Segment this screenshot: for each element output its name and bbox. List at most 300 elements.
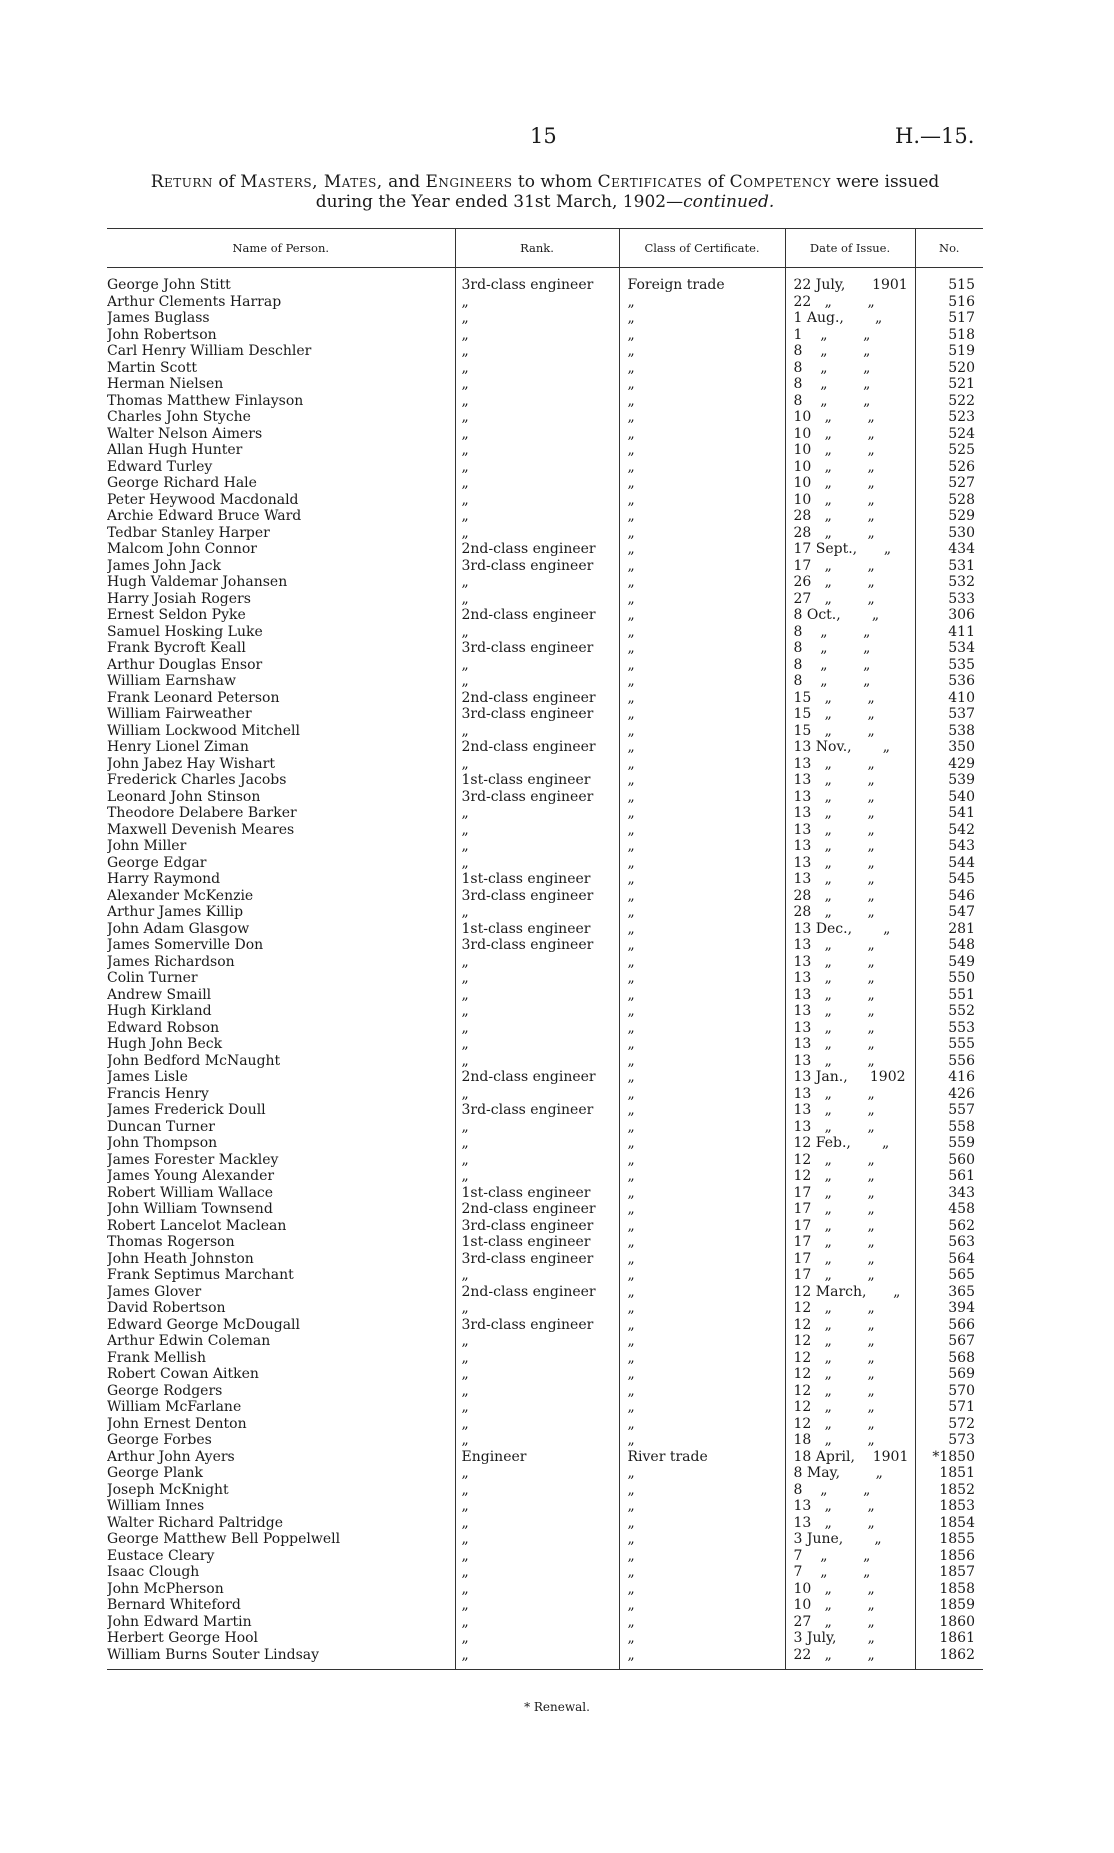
certificate-number-cell: 1855 xyxy=(915,1531,983,1548)
certificate-class-cell: „ xyxy=(619,822,785,839)
person-name-cell: Alexander McKenzie xyxy=(107,887,254,904)
certificate-number-cell: 547 xyxy=(915,904,983,921)
date-of-issue-cell: 13 „ „ xyxy=(785,970,915,987)
table-row xyxy=(107,1317,983,1334)
rank-cell: „ xyxy=(455,1267,619,1284)
certificate-class-cell: „ xyxy=(619,1300,785,1317)
date-of-issue-cell: 8 „ „ xyxy=(785,360,915,377)
person-name-cell: John Ernest Denton xyxy=(107,1415,247,1432)
date-of-issue-cell: 15 „ „ xyxy=(785,706,915,723)
rank-cell: „ xyxy=(455,1020,619,1037)
rank-cell: „ xyxy=(455,954,619,971)
certificate-number-cell: 343 xyxy=(915,1185,983,1202)
table-row xyxy=(107,1383,983,1400)
rank-cell: „ xyxy=(455,1053,619,1070)
rank-cell: „ xyxy=(455,838,619,855)
certificate-number-cell: 532 xyxy=(915,574,983,591)
certificate-class-cell: „ xyxy=(619,1053,785,1070)
table-row xyxy=(107,1003,983,1020)
person-name-cell: Arthur Edwin Coleman xyxy=(107,1333,271,1349)
date-of-issue-cell: 8 „ „ xyxy=(785,1482,915,1499)
person-name-cell: James Somerville Don xyxy=(107,937,264,953)
certificate-number-cell: 535 xyxy=(915,657,983,674)
person-name-cell: John Edward Martin xyxy=(107,1613,252,1630)
rank-cell: „ xyxy=(455,855,619,872)
rank-cell: „ xyxy=(455,756,619,773)
person-name-cell: John McPherson xyxy=(107,1580,224,1597)
person-name-cell: William Burns Souter Lindsay xyxy=(107,1647,455,1670)
certificate-number-cell: 546 xyxy=(915,888,983,905)
table-row xyxy=(107,987,983,1004)
table-row xyxy=(107,426,983,443)
date-of-issue-cell: 22 „ „ xyxy=(785,294,915,311)
rank-cell: 3rd-class engineer xyxy=(455,277,619,294)
certificate-class-cell: „ xyxy=(619,1531,785,1548)
certificate-class-cell: „ xyxy=(619,1498,785,1515)
person-name-cell: Frank Septimus Marchant xyxy=(107,1267,294,1283)
certificate-class-cell: „ xyxy=(619,376,785,393)
date-of-issue-cell: 28 „ „ xyxy=(785,525,915,542)
table-row xyxy=(107,690,983,707)
table-row xyxy=(107,1036,983,1053)
person-name-cell: Colin Turner xyxy=(107,970,198,986)
rank-cell: 3rd-class engineer xyxy=(455,1102,619,1119)
certificate-number-cell: 562 xyxy=(915,1218,983,1235)
certificate-number-cell: 1857 xyxy=(915,1564,983,1581)
table-row xyxy=(107,1482,983,1499)
rank-cell: 3rd-class engineer xyxy=(455,640,619,657)
table-row xyxy=(107,310,983,327)
certificate-number-cell: 1861 xyxy=(915,1630,983,1647)
rank-cell: „ xyxy=(455,1597,619,1614)
certificate-class-cell: „ xyxy=(619,409,785,426)
rank-cell: „ xyxy=(455,360,619,377)
date-of-issue-cell: 10 „ „ xyxy=(785,459,915,476)
certificate-class-cell: „ xyxy=(619,673,785,690)
table-row xyxy=(107,558,983,575)
table-row xyxy=(107,376,983,393)
table-row xyxy=(107,970,983,987)
rank-cell: „ xyxy=(455,574,619,591)
table-row xyxy=(107,360,983,377)
certificate-class-cell: „ xyxy=(619,294,785,311)
person-name-cell: John William Townsend xyxy=(107,1201,273,1217)
rank-cell: „ xyxy=(455,1300,619,1317)
certificate-class-cell: „ xyxy=(619,855,785,872)
certificate-class-cell: „ xyxy=(619,805,785,822)
rank-cell: „ xyxy=(455,1399,619,1416)
date-of-issue-cell: 10 „ „ xyxy=(785,426,915,443)
certificate-class-cell: „ xyxy=(619,690,785,707)
person-name-cell: James John Jack xyxy=(107,557,221,574)
rank-cell: „ xyxy=(455,987,619,1004)
table-row xyxy=(107,772,983,789)
table-row xyxy=(107,1515,983,1532)
certificate-class-cell: „ xyxy=(619,1482,785,1499)
table-row xyxy=(107,756,983,773)
table-row xyxy=(107,706,983,723)
person-name-cell: John Thompson xyxy=(107,1135,218,1151)
date-of-issue-cell: 28 „ „ xyxy=(785,904,915,921)
certificate-class-cell: „ xyxy=(619,1201,785,1218)
certificate-class-cell: „ xyxy=(619,508,785,525)
date-of-issue-cell: 8 „ „ xyxy=(785,393,915,410)
rank-cell: 1st-class engineer xyxy=(455,772,619,789)
certificate-class-cell: „ xyxy=(619,1383,785,1400)
person-name-cell: Frank Bycroft Keall xyxy=(107,640,246,656)
person-name-cell: Robert Cowan Aitken xyxy=(107,1366,259,1382)
date-of-issue-cell: 3 June, „ xyxy=(785,1531,915,1548)
rank-cell: 2nd-class engineer xyxy=(455,1069,619,1086)
date-of-issue-cell: 17 „ „ xyxy=(785,1251,915,1268)
person-name-cell: Arthur James Killip xyxy=(107,904,244,920)
date-of-issue-cell: 8 „ „ xyxy=(785,673,915,690)
person-name-cell: Harry Raymond xyxy=(107,871,221,887)
person-name-cell: John Jabez Hay Wishart xyxy=(107,755,275,772)
table-row xyxy=(107,937,983,954)
person-name-cell: William Lockwood Mitchell xyxy=(107,722,300,739)
table-row xyxy=(107,1020,983,1037)
certificate-number-cell: 553 xyxy=(915,1020,983,1037)
person-name-cell: George Matthew Bell Poppelwell xyxy=(107,1531,341,1547)
table-row xyxy=(107,1416,983,1433)
table-row xyxy=(107,888,983,905)
table-row xyxy=(107,838,983,855)
date-of-issue-cell: 13 „ „ xyxy=(785,1119,915,1136)
person-name-cell: James Lisle xyxy=(107,1069,188,1085)
date-of-issue-cell: 17 „ „ xyxy=(785,1218,915,1235)
date-of-issue-cell: 22 „ „ xyxy=(785,1647,915,1670)
person-name-cell: Frederick Charles Jacobs xyxy=(107,772,287,788)
table-row xyxy=(107,343,983,360)
title-continued: continued. xyxy=(683,192,775,212)
certificate-class-cell: „ xyxy=(619,1020,785,1037)
date-of-issue-cell: 7 „ „ xyxy=(785,1548,915,1565)
title-word: of xyxy=(702,172,730,192)
certificate-number-cell: 1851 xyxy=(915,1465,983,1482)
certificate-number-cell: 555 xyxy=(915,1036,983,1053)
rank-cell: „ xyxy=(455,1630,619,1647)
table-row xyxy=(107,607,983,624)
certificate-number-cell: 530 xyxy=(915,525,983,542)
date-of-issue-cell: 13 „ „ xyxy=(785,805,915,822)
certificate-class-cell: „ xyxy=(619,1548,785,1565)
rank-cell: „ xyxy=(455,1498,619,1515)
person-name-cell: George Richard Hale xyxy=(107,475,257,491)
person-name-cell: William Earnshaw xyxy=(107,673,236,689)
column-header-date: Date of Issue. xyxy=(785,229,915,268)
rank-cell: „ xyxy=(455,1086,619,1103)
certificate-class-cell: „ xyxy=(619,1218,785,1235)
table-row xyxy=(107,1251,983,1268)
certificate-number-cell: 429 xyxy=(915,756,983,773)
person-name-cell: David Robertson xyxy=(107,1300,226,1316)
date-of-issue-cell: 13 „ „ xyxy=(785,756,915,773)
date-of-issue-cell: 13 „ „ xyxy=(785,1036,915,1053)
rank-cell: „ xyxy=(455,475,619,492)
table-row xyxy=(107,805,983,822)
rank-cell: „ xyxy=(455,327,619,344)
column-header-name: Name of Person. xyxy=(107,229,455,268)
table-row xyxy=(107,1465,983,1482)
rank-cell: „ xyxy=(455,1383,619,1400)
certificate-number-cell: 410 xyxy=(915,690,983,707)
person-name-cell: John Miller xyxy=(107,838,187,854)
certificate-class-cell: „ xyxy=(619,954,785,971)
date-of-issue-cell: 7 „ „ xyxy=(785,1564,915,1581)
date-of-issue-cell: 12 „ „ xyxy=(785,1168,915,1185)
certificate-number-cell: 516 xyxy=(915,294,983,311)
certificate-number-cell: 515 xyxy=(915,277,983,294)
certificate-number-cell: 552 xyxy=(915,1003,983,1020)
date-of-issue-cell: 13 Nov., „ xyxy=(785,739,915,756)
person-name-cell: William Fairweather xyxy=(107,706,252,722)
date-of-issue-cell: 27 „ „ xyxy=(785,1614,915,1631)
rank-cell: „ xyxy=(455,409,619,426)
table-row xyxy=(107,1201,983,1218)
table-row xyxy=(107,1498,983,1515)
person-name-cell: Arthur John Ayers xyxy=(107,1448,235,1465)
certificate-number-cell: 523 xyxy=(915,409,983,426)
person-name-cell: James Frederick Doull xyxy=(107,1102,266,1118)
person-name-cell: Hugh John Beck xyxy=(107,1036,223,1052)
certificate-class-cell: „ xyxy=(619,475,785,492)
table-row xyxy=(107,1119,983,1136)
certificate-class-cell: „ xyxy=(619,1251,785,1268)
table-row xyxy=(107,492,983,509)
certificate-class-cell: „ xyxy=(619,393,785,410)
certificate-class-cell: „ xyxy=(619,1284,785,1301)
certificate-class-cell: „ xyxy=(619,1597,785,1614)
certificate-class-cell: „ xyxy=(619,525,785,542)
certificate-number-cell: 526 xyxy=(915,459,983,476)
certificate-number-cell: 518 xyxy=(915,327,983,344)
person-name-cell: Isaac Clough xyxy=(107,1564,200,1580)
rank-cell: „ xyxy=(455,376,619,393)
certificate-number-cell: 569 xyxy=(915,1366,983,1383)
date-of-issue-cell: 10 „ „ xyxy=(785,442,915,459)
certificate-number-cell: 1854 xyxy=(915,1515,983,1532)
table-spacer xyxy=(107,268,983,278)
date-of-issue-cell: 10 „ „ xyxy=(785,409,915,426)
certificate-number-cell: 561 xyxy=(915,1168,983,1185)
certificate-number-cell: 350 xyxy=(915,739,983,756)
table-row xyxy=(107,1647,983,1670)
certificate-class-cell: „ xyxy=(619,921,785,938)
person-name-cell: Walter Nelson Aimers xyxy=(107,425,263,442)
title-word: Return xyxy=(150,172,213,192)
rank-cell: 1st-class engineer xyxy=(455,871,619,888)
rank-cell: „ xyxy=(455,1168,619,1185)
certificate-class-cell: „ xyxy=(619,1399,785,1416)
person-name-cell: James Glover xyxy=(107,1283,202,1300)
certificate-class-cell: „ xyxy=(619,1135,785,1152)
certificate-class-cell: „ xyxy=(619,723,785,740)
rank-cell: „ xyxy=(455,1515,619,1532)
person-name-cell: Malcom John Connor xyxy=(107,541,257,557)
title-word: of xyxy=(212,172,241,192)
certificate-number-cell: 521 xyxy=(915,376,983,393)
certificate-class-cell: „ xyxy=(619,1185,785,1202)
rank-cell: „ xyxy=(455,1482,619,1499)
certificate-number-cell: 1858 xyxy=(915,1581,983,1598)
table-row xyxy=(107,1069,983,1086)
table-row xyxy=(107,1432,983,1449)
person-name-cell: Carl Henry William Deschler xyxy=(107,343,312,359)
certificate-class-cell: „ xyxy=(619,1036,785,1053)
table-row xyxy=(107,871,983,888)
date-of-issue-cell: 13 „ „ xyxy=(785,871,915,888)
person-name-cell: Joseph McKnight xyxy=(107,1481,229,1498)
certificate-class-cell: „ xyxy=(619,1614,785,1631)
date-of-issue-cell: 8 Oct., „ xyxy=(785,607,915,624)
certificate-class-cell: „ xyxy=(619,574,785,591)
rank-cell: „ xyxy=(455,1350,619,1367)
table-row xyxy=(107,1564,983,1581)
certificate-number-cell: 281 xyxy=(915,921,983,938)
certificate-number-cell: 1853 xyxy=(915,1498,983,1515)
date-of-issue-cell: 17 „ „ xyxy=(785,1267,915,1284)
table-row xyxy=(107,1152,983,1169)
certificate-number-cell: 517 xyxy=(915,310,983,327)
rank-cell: „ xyxy=(455,1581,619,1598)
certificate-class-cell: „ xyxy=(619,888,785,905)
certificate-number-cell: 568 xyxy=(915,1350,983,1367)
person-name-cell: James Buglass xyxy=(107,310,210,326)
certificate-class-cell: „ xyxy=(619,1350,785,1367)
table-row xyxy=(107,277,983,294)
table-row xyxy=(107,1399,983,1416)
person-name-cell: Martin Scott xyxy=(107,359,198,376)
rank-cell: „ xyxy=(455,970,619,987)
person-name-cell: Hugh Kirkland xyxy=(107,1003,212,1019)
rank-cell: „ xyxy=(455,1647,619,1670)
person-name-cell: Harry Josiah Rogers xyxy=(107,590,251,607)
person-name-cell: Archie Edward Bruce Ward xyxy=(107,508,302,524)
person-name-cell: George Plank xyxy=(107,1465,204,1481)
date-of-issue-cell: 13 „ „ xyxy=(785,954,915,971)
rank-cell: 1st-class engineer xyxy=(455,1185,619,1202)
date-of-issue-cell: 8 „ „ xyxy=(785,624,915,641)
certificate-class-cell: „ xyxy=(619,1432,785,1449)
person-name-cell: Francis Henry xyxy=(107,1085,209,1102)
rank-cell: „ xyxy=(455,1135,619,1152)
rank-cell: 2nd-class engineer xyxy=(455,690,619,707)
certificate-number-cell: 566 xyxy=(915,1317,983,1334)
certificate-number-cell: *1850 xyxy=(915,1449,983,1466)
person-name-cell: William Innes xyxy=(107,1498,205,1514)
person-name-cell: James Richardson xyxy=(107,953,235,970)
table-row xyxy=(107,1366,983,1383)
rank-cell: 3rd-class engineer xyxy=(455,937,619,954)
table-row xyxy=(107,1102,983,1119)
rank-cell: 2nd-class engineer xyxy=(455,739,619,756)
date-of-issue-cell: 13 „ „ xyxy=(785,822,915,839)
certificate-number-cell: 528 xyxy=(915,492,983,509)
person-name-cell: Theodore Delabere Barker xyxy=(107,805,297,821)
table-row xyxy=(107,1581,983,1598)
person-name-cell: John Adam Glasgow xyxy=(107,920,250,937)
date-of-issue-cell: 13 „ „ xyxy=(785,1053,915,1070)
certificate-class-cell: „ xyxy=(619,558,785,575)
certificate-class-cell: „ xyxy=(619,1168,785,1185)
certificate-class-cell: „ xyxy=(619,970,785,987)
table-row xyxy=(107,822,983,839)
person-name-cell: George John Stitt xyxy=(107,277,231,293)
certificate-number-cell: 563 xyxy=(915,1234,983,1251)
certificate-number-cell: 560 xyxy=(915,1152,983,1169)
table-row xyxy=(107,591,983,608)
date-of-issue-cell: 13 „ „ xyxy=(785,1020,915,1037)
certificate-number-cell: 520 xyxy=(915,360,983,377)
date-of-issue-cell: 15 „ „ xyxy=(785,723,915,740)
certificate-number-cell: 540 xyxy=(915,789,983,806)
person-name-cell: Arthur Clements Harrap xyxy=(107,293,282,310)
column-header-rank: Rank. xyxy=(455,229,619,268)
date-of-issue-cell: 8 „ „ xyxy=(785,343,915,360)
certificate-class-cell: „ xyxy=(619,640,785,657)
certificate-class-cell: „ xyxy=(619,492,785,509)
title-word: Competency xyxy=(729,172,831,192)
certificate-number-cell: 529 xyxy=(915,508,983,525)
date-of-issue-cell: 12 March, „ xyxy=(785,1284,915,1301)
person-name-cell: Frank Mellish xyxy=(107,1349,206,1366)
title-line-1 xyxy=(105,172,985,192)
date-of-issue-cell: 12 „ „ xyxy=(785,1350,915,1367)
table-row xyxy=(107,1284,983,1301)
table-row xyxy=(107,1614,983,1631)
certificate-number-cell: 572 xyxy=(915,1416,983,1433)
certificate-class-cell: Foreign trade xyxy=(619,277,785,294)
column-header-class: Class of Certificate. xyxy=(619,229,785,268)
date-of-issue-cell: 17 „ „ xyxy=(785,1234,915,1251)
rank-cell: 3rd-class engineer xyxy=(455,706,619,723)
certificate-class-cell: „ xyxy=(619,838,785,855)
rank-cell: „ xyxy=(455,310,619,327)
date-of-issue-cell: 17 „ „ xyxy=(785,1201,915,1218)
person-name-cell: Robert Lancelot Maclean xyxy=(107,1217,287,1234)
certificate-number-cell: 545 xyxy=(915,871,983,888)
date-of-issue-cell: 12 „ „ xyxy=(785,1383,915,1400)
rank-cell: „ xyxy=(455,1548,619,1565)
certificate-number-cell: 571 xyxy=(915,1399,983,1416)
date-of-issue-cell: 17 Sept., „ xyxy=(785,541,915,558)
certificate-number-cell: 567 xyxy=(915,1333,983,1350)
certificate-number-cell: 543 xyxy=(915,838,983,855)
person-name-cell: Herman Nielsen xyxy=(107,376,224,392)
date-of-issue-cell: 17 „ „ xyxy=(785,1185,915,1202)
certificate-class-cell: „ xyxy=(619,1152,785,1169)
certificate-class-cell: „ xyxy=(619,624,785,641)
rank-cell: „ xyxy=(455,294,619,311)
table-row xyxy=(107,442,983,459)
date-of-issue-cell: 13 „ „ xyxy=(785,855,915,872)
table-row xyxy=(107,475,983,492)
person-name-cell: Duncan Turner xyxy=(107,1118,215,1135)
certificate-class-cell: „ xyxy=(619,607,785,624)
date-of-issue-cell: 10 „ „ xyxy=(785,492,915,509)
title-word: Masters, Mates, xyxy=(240,172,383,192)
table-row xyxy=(107,525,983,542)
certificate-class-cell: „ xyxy=(619,327,785,344)
footnote: * Renewal. xyxy=(524,1700,590,1714)
rank-cell: „ xyxy=(455,1416,619,1433)
date-of-issue-cell: 17 „ „ xyxy=(785,558,915,575)
table-row xyxy=(107,541,983,558)
certificate-number-cell: 365 xyxy=(915,1284,983,1301)
certificates-table xyxy=(107,228,983,1670)
certificate-class-cell: „ xyxy=(619,1333,785,1350)
